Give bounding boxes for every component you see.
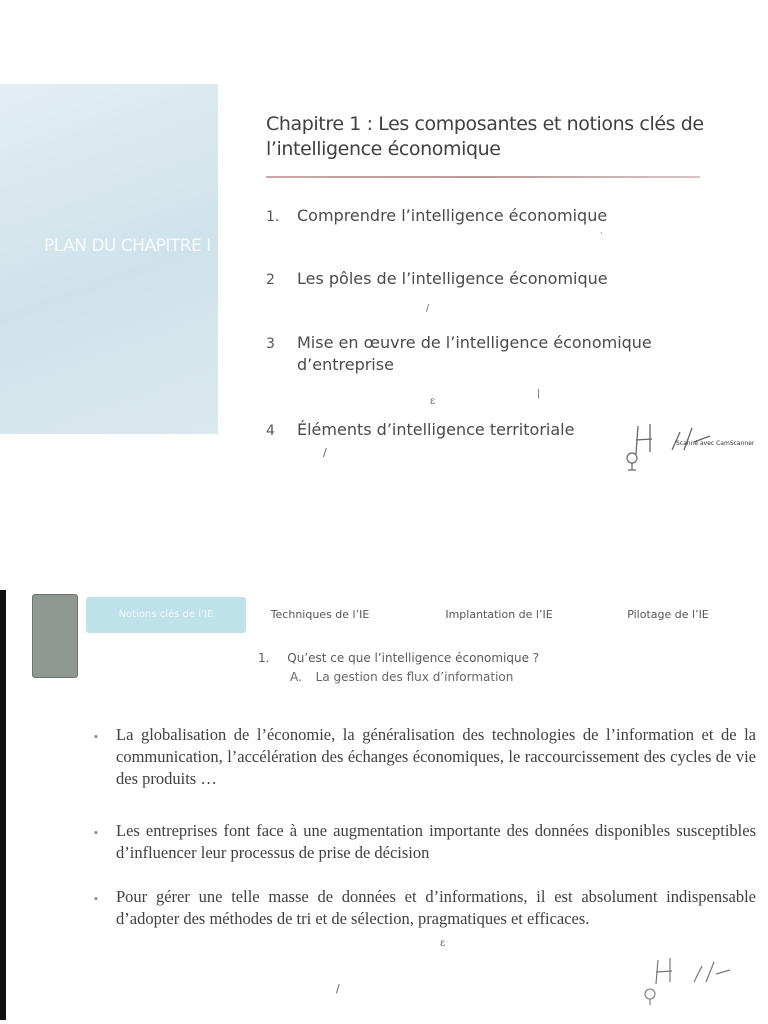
toc-number: 4 xyxy=(266,423,275,439)
toc-text: Éléments d’intelligence territoriale xyxy=(297,420,575,439)
plan-panel xyxy=(0,84,218,434)
bullet-icon: ▪ xyxy=(94,827,98,839)
bullet-icon: ▪ xyxy=(94,731,98,743)
bullet-text: Pour gérer une telle masse de données et d’informations, il est absolument indispensable d’adopter des méthodes de tri et de sélection, pragmatiques et efficaces. xyxy=(116,887,756,928)
bullet-text: Les entreprises font face à une augmentation importante des données disponibles susceptibles d’influencer leur processus de prise de décision xyxy=(116,821,756,862)
title-divider xyxy=(266,176,700,178)
toc-item xyxy=(266,332,706,376)
toc-item xyxy=(266,205,706,228)
tab-pilotage[interactable]: Pilotage de l’IE xyxy=(627,608,709,621)
stray-mark: / xyxy=(336,982,340,995)
plan-title: PLAN DU CHAPITRE I xyxy=(44,236,211,256)
stray-mark: / xyxy=(426,304,430,314)
stray-mark: ε xyxy=(440,938,446,949)
bullet-item xyxy=(94,724,756,790)
toc-number: 1. xyxy=(266,209,280,225)
sub-heading-text: La gestion des flux d’information xyxy=(315,670,514,684)
toc-item xyxy=(266,268,706,291)
handwritten-signature xyxy=(630,950,760,1010)
scanner-watermark: Scanné avec CamScanner xyxy=(676,440,755,447)
tab-techniques[interactable]: Techniques de l’IE xyxy=(270,608,370,621)
stray-mark: ε xyxy=(430,396,436,407)
tab-implantation[interactable]: Implantation de l’IE xyxy=(445,608,553,621)
toc-number: 2 xyxy=(266,272,275,288)
stray-mark: | xyxy=(537,389,541,399)
sub-heading xyxy=(290,670,513,684)
sub-heading-letter: A. xyxy=(290,670,302,684)
tab-notions-cles[interactable]: Notions clés de l’IE xyxy=(86,597,246,633)
toc-text: Mise en œuvre de l’intelligence économique d’entreprise xyxy=(297,333,652,374)
toc-number: 3 xyxy=(266,336,275,352)
stray-mark: · xyxy=(600,229,603,238)
bullet-item xyxy=(94,886,756,930)
question-heading xyxy=(258,651,539,665)
toc-text: Les pôles de l’intelligence économique xyxy=(297,269,608,288)
chapter-title: Chapitre 1 : Les composantes et notions clés de l’intelligence économique xyxy=(266,113,704,160)
question-number: 1. xyxy=(258,651,270,665)
stray-mark: / xyxy=(323,446,327,459)
question-text: Qu’est ce que l’intelligence économique ? xyxy=(287,651,540,665)
bullet-item xyxy=(94,820,756,864)
scan-edge xyxy=(0,590,6,1020)
bullet-text: La globalisation de l’économie, la généralisation des technologies de l’information et de la communication, l’accélération des échanges économiques, le raccourcissement des cycles de vie des produits … xyxy=(116,725,756,788)
bullet-icon: ▪ xyxy=(94,893,98,905)
slide-information-flows xyxy=(0,590,768,1024)
handwritten-signature xyxy=(620,414,760,484)
slide-chapter-plan xyxy=(0,84,768,504)
toc-text: Comprendre l’intelligence économique xyxy=(297,206,608,225)
decorative-block xyxy=(32,594,78,678)
